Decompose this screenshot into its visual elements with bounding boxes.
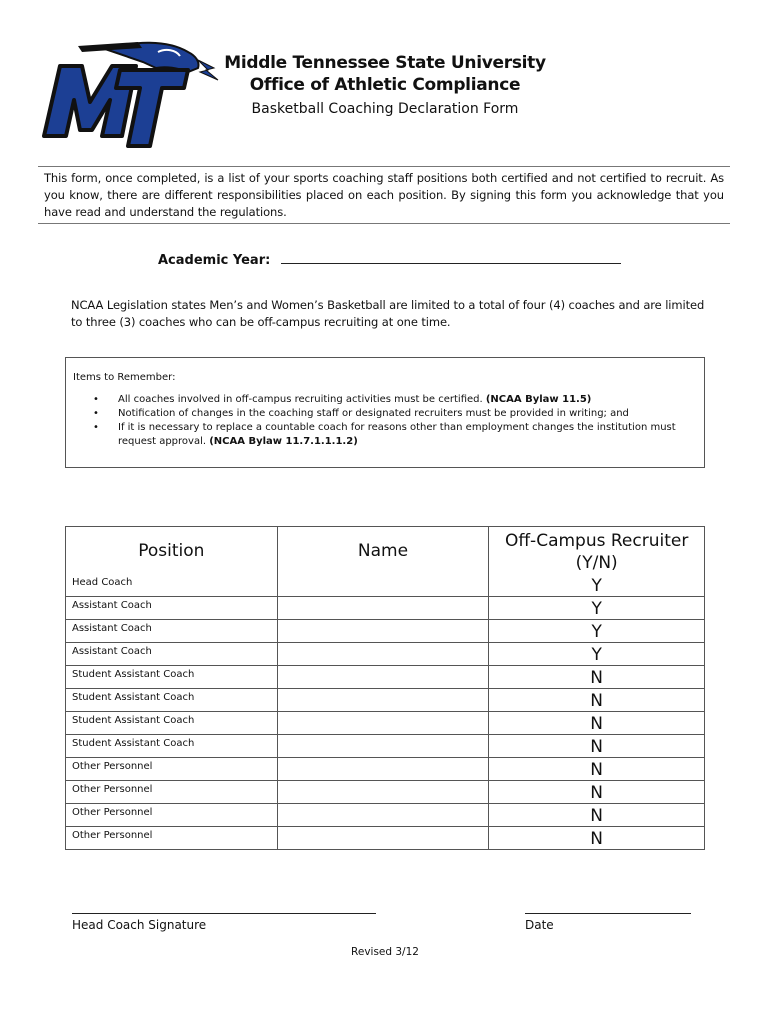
form-header bbox=[200, 52, 570, 120]
coaching-staff-table bbox=[65, 526, 705, 850]
name-cell[interactable] bbox=[277, 643, 489, 666]
recruiter-cell: Y bbox=[489, 574, 705, 597]
name-cell[interactable] bbox=[277, 689, 489, 712]
table-row bbox=[66, 597, 705, 620]
recruiter-header: Off-Campus Recruiter (Y/N) bbox=[489, 527, 705, 575]
name-cell[interactable] bbox=[277, 781, 489, 804]
table-row bbox=[66, 827, 705, 850]
name-cell[interactable] bbox=[277, 735, 489, 758]
recruiter-cell: N bbox=[489, 712, 705, 735]
table-row bbox=[66, 758, 705, 781]
academic-year-input-line[interactable] bbox=[281, 252, 621, 264]
table-row bbox=[66, 620, 705, 643]
name-cell[interactable] bbox=[277, 712, 489, 735]
name-cell[interactable] bbox=[277, 804, 489, 827]
name-cell[interactable] bbox=[277, 666, 489, 689]
academic-year-label: Academic Year: bbox=[158, 253, 271, 268]
mt-logo bbox=[38, 25, 220, 150]
form-title: Basketball Coaching Declaration Form bbox=[251, 101, 519, 117]
university-name: Middle Tennessee State University bbox=[224, 53, 546, 73]
table-row bbox=[66, 735, 705, 758]
table-row bbox=[66, 804, 705, 827]
date-label: Date bbox=[525, 918, 554, 932]
bullet-icon: • bbox=[93, 394, 99, 405]
coach-signature-line[interactable] bbox=[72, 898, 376, 914]
table-row bbox=[66, 643, 705, 666]
position-cell: Other Personnel bbox=[66, 758, 278, 781]
coach-signature-label: Head Coach Signature bbox=[72, 918, 207, 932]
recruiter-cell: N bbox=[489, 758, 705, 781]
position-cell: Other Personnel bbox=[66, 827, 278, 850]
table-row bbox=[66, 689, 705, 712]
remember-item: • All coaches involved in off-campus recruiting activities must be certified. (NCAA Bylaw 11.5) bbox=[93, 394, 592, 405]
recruiter-cell: N bbox=[489, 781, 705, 804]
position-cell: Student Assistant Coach bbox=[66, 666, 278, 689]
bullet-icon: • bbox=[93, 422, 99, 433]
table-row bbox=[66, 781, 705, 804]
table-row bbox=[66, 666, 705, 689]
table-row bbox=[66, 712, 705, 735]
items-to-remember-box bbox=[65, 357, 705, 468]
position-cell: Other Personnel bbox=[66, 804, 278, 827]
remember-item: • Notification of changes in the coaching staff or designated recruiters must be provided in writing; and bbox=[93, 408, 629, 419]
remember-item: • If it is necessary to replace a countable coach for reasons other than employment changes the institution must request approval. (NCAA Bylaw 11.7.1.1.1.2) bbox=[93, 422, 676, 447]
position-cell: Head Coach bbox=[66, 574, 278, 597]
recruiter-cell: Y bbox=[489, 597, 705, 620]
intro-paragraph: This form, once completed, is a list of your sports coaching staff positions both certified and not certified to recruit. As you know, there are different responsibilities placed on each position. By signing this form you acknowledge that you have read and understand the regulations. bbox=[38, 166, 730, 224]
bullet-icon: • bbox=[93, 408, 99, 419]
items-to-remember-title: Items to Remember: bbox=[73, 372, 176, 383]
position-cell: Other Personnel bbox=[66, 781, 278, 804]
name-header: Name bbox=[277, 527, 489, 575]
recruiter-cell: Y bbox=[489, 643, 705, 666]
ncaa-legislation-note: NCAA Legislation states Men’s and Women’s Basketball are limited to a total of four (4) coaches and are limited to three (3) coaches who can be off-campus recruiting at one time. bbox=[71, 298, 705, 329]
name-cell[interactable] bbox=[277, 620, 489, 643]
position-cell: Student Assistant Coach bbox=[66, 712, 278, 735]
academic-year-field bbox=[158, 252, 621, 268]
name-cell[interactable] bbox=[277, 597, 489, 620]
office-name: Office of Athletic Compliance bbox=[249, 75, 521, 95]
table-row bbox=[66, 574, 705, 597]
logo-text: MT bbox=[38, 25, 62, 42]
recruiter-cell: N bbox=[489, 689, 705, 712]
position-cell: Assistant Coach bbox=[66, 620, 278, 643]
position-cell: Student Assistant Coach bbox=[66, 689, 278, 712]
name-cell[interactable] bbox=[277, 574, 489, 597]
recruiter-cell: N bbox=[489, 735, 705, 758]
name-cell[interactable] bbox=[277, 827, 489, 850]
recruiter-cell: Y bbox=[489, 620, 705, 643]
recruiter-cell: N bbox=[489, 804, 705, 827]
position-header: Position bbox=[66, 527, 278, 575]
recruiter-cell: N bbox=[489, 827, 705, 850]
position-cell: Student Assistant Coach bbox=[66, 735, 278, 758]
name-cell[interactable] bbox=[277, 758, 489, 781]
position-cell: Assistant Coach bbox=[66, 643, 278, 666]
recruiter-cell: N bbox=[489, 666, 705, 689]
position-cell: Assistant Coach bbox=[66, 597, 278, 620]
revision-note: Revised 3/12 bbox=[351, 946, 419, 958]
remember-list bbox=[73, 393, 696, 449]
date-line[interactable] bbox=[525, 898, 691, 914]
